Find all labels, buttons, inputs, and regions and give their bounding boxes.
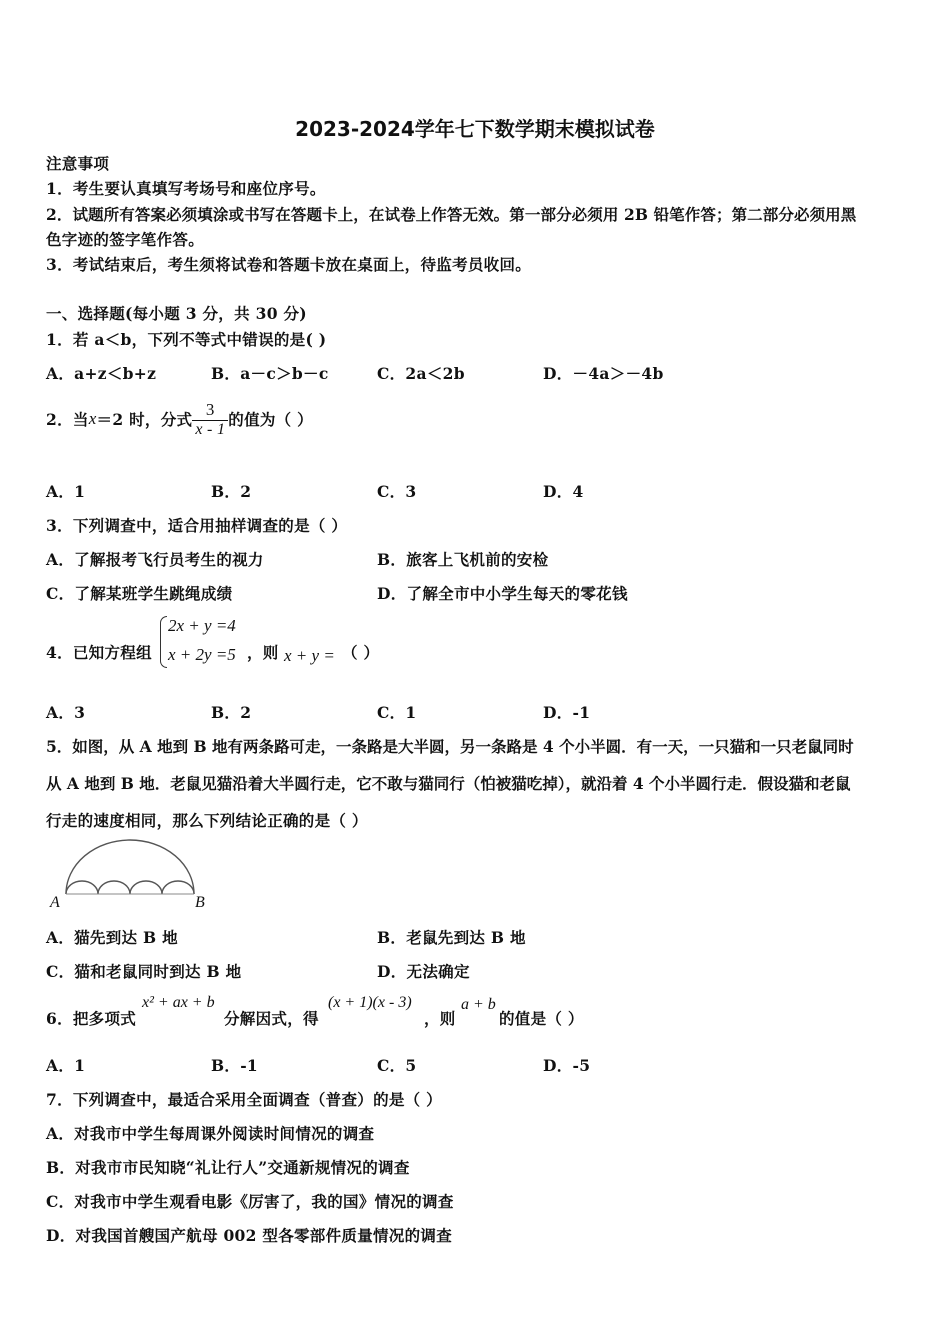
question-1-stem: 1．若 a＜b，下列不等式中错误的是( ) <box>46 330 327 349</box>
q3-option-a: A．了解报考飞行员考生的视力 <box>46 550 264 569</box>
small-semicircle <box>162 881 194 894</box>
q2-option-d: D．4 <box>543 482 584 501</box>
q6-mid-1: 分解因式，得 <box>224 1009 319 1028</box>
point-b-label: B <box>195 894 205 911</box>
q5-line: 从 A 地到 B 地．老鼠见猫沿着大半圆行走，它不敢与猫同行（怕被猫吃掉），就沿着 4 个小半圆行走．假设猫和老鼠 <box>46 774 851 793</box>
q2-suffix: 的值为（ ） <box>228 410 313 429</box>
q7-option-d: D．对我国首艘国产航母 002 型各零部件质量情况的调查 <box>46 1226 452 1245</box>
q6-a-plus-b: a + b <box>461 996 496 1013</box>
q2-option-b: B．2 <box>211 482 252 501</box>
question-7-stem: 7．下列调查中，最适合采用全面调查（普查）的是（ ） <box>46 1090 442 1109</box>
q4-prefix: 4．已知方程组 <box>46 643 152 662</box>
q1-option-b: B．a－c＞b－c <box>211 364 329 383</box>
q3-option-d: D．了解全市中小学生每天的零花钱 <box>377 584 628 603</box>
q4-mid: ，则 <box>247 643 279 662</box>
q5-option-d: D．无法确定 <box>377 962 470 981</box>
q6-mid-2: ，则 <box>424 1009 456 1028</box>
q3-option-c: C．了解某班学生跳绳成绩 <box>46 584 233 603</box>
q3-option-b: B．旅客上飞机前的安检 <box>377 550 549 569</box>
q7-option-b: B．对我市市民知晓“礼让行人”交通新规情况的调查 <box>46 1158 410 1177</box>
q6-polynomial: x² + ax + b <box>142 994 215 1011</box>
q2-option-c: C．3 <box>377 482 417 501</box>
small-semicircle <box>130 881 162 894</box>
q2-prefix: 2．当 <box>46 410 89 429</box>
q1-option-a: A．a+z＜b+z <box>46 364 157 383</box>
q6-suffix: 的值是（ ） <box>499 1009 584 1028</box>
q5-line: 5．如图，从 A 地到 B 地有两条路可走，一条路是大半圆，另一条路是 4 个小半圆．有一天，一只猫和一只老鼠同时 <box>46 737 854 756</box>
q7-option-a: A．对我市中学生每周课外阅读时间情况的调查 <box>46 1124 375 1143</box>
q4-expression: x + y = <box>284 646 335 665</box>
question-3-stem: 3．下列调查中，适合用抽样调查的是（ ） <box>46 516 348 535</box>
q4-option-d: D．-1 <box>543 703 591 722</box>
q6-prefix: 6．把多项式 <box>46 1009 137 1028</box>
q4-option-b: B．2 <box>211 703 252 722</box>
page-title: 2023-2024学年七下数学期末模拟试卷 <box>295 117 655 141</box>
q4-equation-2: x + 2y =5 <box>168 645 236 664</box>
q6-option-c: C．5 <box>377 1056 417 1075</box>
notes-heading: 注意事项 <box>46 154 110 173</box>
large-semicircle <box>66 840 194 894</box>
q5-option-a: A．猫先到达 B 地 <box>46 928 178 947</box>
q4-option-a: A．3 <box>46 703 86 722</box>
q6-factors: (x + 1)(x - 3) <box>328 994 412 1011</box>
small-semicircle <box>66 881 98 894</box>
q7-option-c: C．对我市中学生观看电影《厉害了，我的国》情况的调查 <box>46 1192 454 1211</box>
note-item: 1．考生要认真填写考场号和座位序号。 <box>46 179 326 198</box>
note-item: 3．考试结束后，考生须将试卷和答题卡放在桌面上，待监考员收回。 <box>46 255 532 274</box>
q2-option-a: A．1 <box>46 482 86 501</box>
q4-equation-1: 2x + y =4 <box>168 616 236 635</box>
q5-option-b: B．老鼠先到达 B 地 <box>377 928 526 947</box>
q4-option-c: C．1 <box>377 703 417 722</box>
system-brace <box>160 616 167 668</box>
question-2-stem <box>46 394 313 444</box>
q2-variable: x <box>88 409 97 428</box>
q1-option-d: D．－4a＞－4b <box>543 364 664 383</box>
point-a-label: A <box>50 894 60 911</box>
section-heading: 一、选择题(每小题 3 分，共 30 分) <box>46 304 307 323</box>
q2-fraction <box>192 400 228 439</box>
q4-suffix: （ ） <box>342 643 380 662</box>
q5-option-c: C．猫和老鼠同时到达 B 地 <box>46 962 242 981</box>
small-semicircle <box>98 881 130 894</box>
semicircle-figure <box>48 836 218 916</box>
q2-denominator: x - 1 <box>192 420 228 439</box>
q5-line: 行走的速度相同，那么下列结论正确的是（ ） <box>46 811 368 830</box>
q6-option-d: D．-5 <box>543 1056 591 1075</box>
q6-option-b: B．-1 <box>211 1056 259 1075</box>
q1-option-c: C．2a＜2b <box>377 364 465 383</box>
q2-condition: ＝2 时，分式 <box>96 410 193 429</box>
q2-numerator: 3 <box>205 399 215 419</box>
note-item: 2．试题所有答案必须填涂或书写在答题卡上，在试卷上作答无效。第一部分必须用 2B 铅笔作答；第二部分必须用黑 <box>46 205 857 224</box>
note-item: 色字迹的签字笔作答。 <box>46 230 205 249</box>
q6-option-a: A．1 <box>46 1056 86 1075</box>
